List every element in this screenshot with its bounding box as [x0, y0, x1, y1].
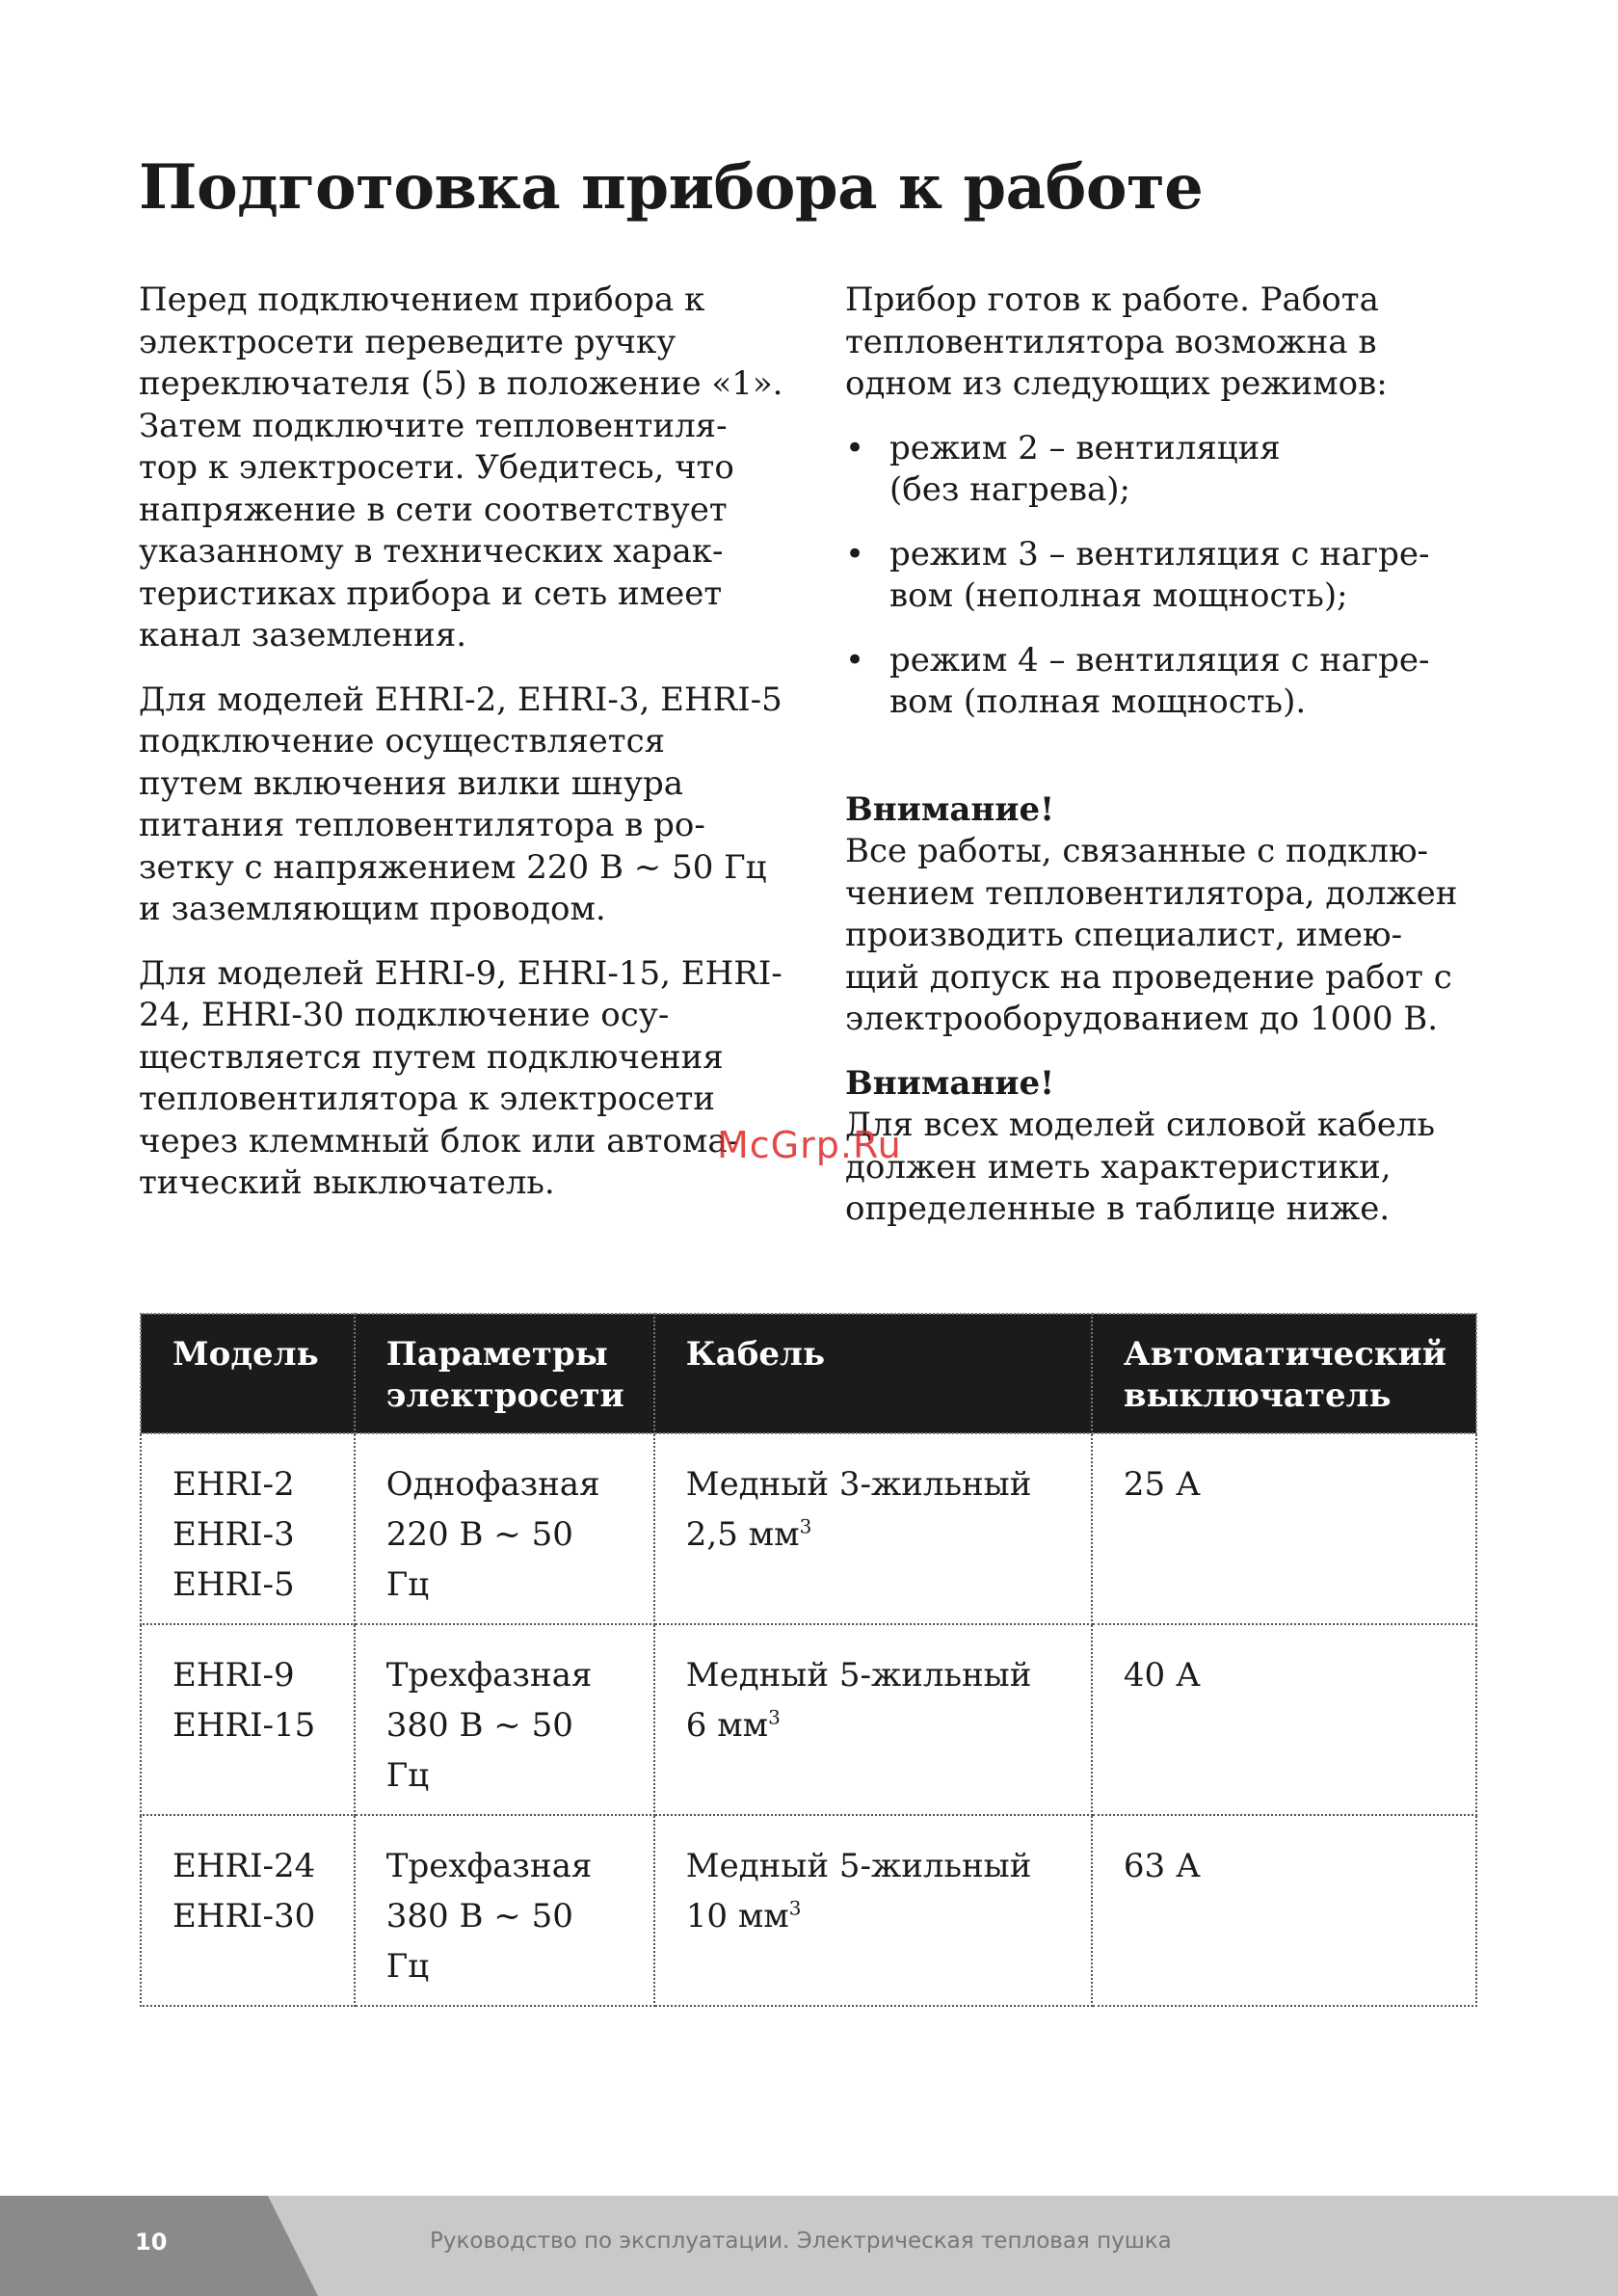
list-item [845, 640, 1510, 724]
watermark: McGrp.Ru [717, 1124, 902, 1166]
cable-spec-table [140, 1313, 1477, 2007]
cell-models: EHRI-2 EHRI-3 EHRI-5 [141, 1433, 355, 1624]
cable-size: 2,5 мм [685, 1515, 800, 1554]
paragraph-connection-prep: Перед подключением прибора к электросети переведите ручку переключателя (5) в положение «1». Затем подключите тепловентиля- тор к электросети. Убедитесь, что напряжение в сети соответствует указанному в технических харак- теристиках прибора и сеть имеет канал заземления. [139, 280, 783, 654]
cell-breaker: 40 А [1092, 1624, 1476, 1815]
cell-power: Трехфазная 380 В ~ 50 Гц [355, 1815, 654, 2006]
cable-size-superscript: 3 [768, 1705, 781, 1729]
page-number: 10 [135, 2229, 168, 2256]
cell-power: Однофазная 220 В ~ 50 Гц [355, 1433, 654, 1624]
warning-cable [845, 1063, 1510, 1231]
cell-cable [654, 1815, 1092, 2006]
bullet-icon: • [845, 640, 865, 680]
modes-intro: Прибор готов к работе. Работа тепловентилятора возможна в одном из следующих режимов: [845, 280, 1388, 403]
page-footer [0, 2196, 1618, 2296]
mode-text: режим 2 – вентиляция (без нагрева); [889, 428, 1281, 509]
cell-breaker: 25 А [1092, 1433, 1476, 1624]
modes-list [845, 428, 1510, 724]
right-column [845, 280, 1510, 1253]
header-cable: Кабель [654, 1314, 1092, 1433]
header-model: Модель [141, 1314, 355, 1433]
warning-specialist [845, 789, 1510, 1041]
cable-size: 10 мм [685, 1897, 789, 1936]
warnings [845, 789, 1510, 1231]
cable-size: 6 мм [685, 1706, 769, 1745]
cable-size-superscript: 3 [799, 1514, 812, 1538]
list-item [845, 534, 1510, 618]
cell-cable [654, 1433, 1092, 1624]
left-column [139, 280, 833, 1227]
warning-text: Для всех моделей силовой кабель должен иметь характеристики, определенные в таблице ниже. [845, 1106, 1436, 1228]
cell-models: EHRI-9 EHRI-15 [141, 1624, 355, 1815]
mode-text: режим 3 – вентиляция с нагре- вом (неполная мощность); [889, 534, 1430, 615]
cell-breaker: 63 А [1092, 1815, 1476, 2006]
paragraph-single-phase: Для моделей EHRI-2, EHRI-3, EHRI-5 подключение осуществляется путем включения вилки шнура питания тепловентилятора в ро- зетку с напряжением 220 В ~ 50 Гц и заземляющим проводом. [139, 680, 782, 928]
bullet-icon: • [845, 428, 865, 467]
table-row [141, 1433, 1476, 1624]
page-title: Подготовка прибора к работе [139, 151, 1204, 224]
mode-text: режим 4 – вентиляция с нагре- вом (полная мощность). [889, 640, 1430, 721]
cell-cable [654, 1624, 1092, 1815]
table-row [141, 1815, 1476, 2006]
header-power-params: Параметры электросети [355, 1314, 654, 1433]
cable-type: Медный 5-жильный [685, 1847, 1032, 1885]
table-header-row [141, 1314, 1476, 1433]
cable-type: Медный 5-жильный [685, 1656, 1032, 1695]
footer-title: Руководство по эксплуатации. Электрическая тепловая пушка [430, 2229, 1172, 2254]
warning-title: Внимание! [845, 789, 1055, 829]
cell-power: Трехфазная 380 В ~ 50 Гц [355, 1624, 654, 1815]
bullet-icon: • [845, 534, 865, 574]
cable-size-superscript: 3 [788, 1896, 802, 1920]
list-item [845, 428, 1510, 512]
cell-models: EHRI-24 EHRI-30 [141, 1815, 355, 2006]
header-breaker: Автоматический выключатель [1092, 1314, 1476, 1433]
cable-type: Медный 3-жильный [685, 1465, 1032, 1504]
warning-text: Все работы, связанные с подклю- чением тепловентилятора, должен производить специалист, имею- щий допуск на проведение работ с электрооборудованием до 1000 В. [845, 832, 1458, 1038]
paragraph-three-phase: Для моделей EHRI-9, EHRI-15, EHRI- 24, EHRI-30 подключение осу- ществляется путем подключения тепловентилятора к электросети через клеммный блок или автома- тический выключатель. [139, 953, 782, 1202]
warning-title: Внимание! [845, 1063, 1055, 1103]
table-row [141, 1624, 1476, 1815]
